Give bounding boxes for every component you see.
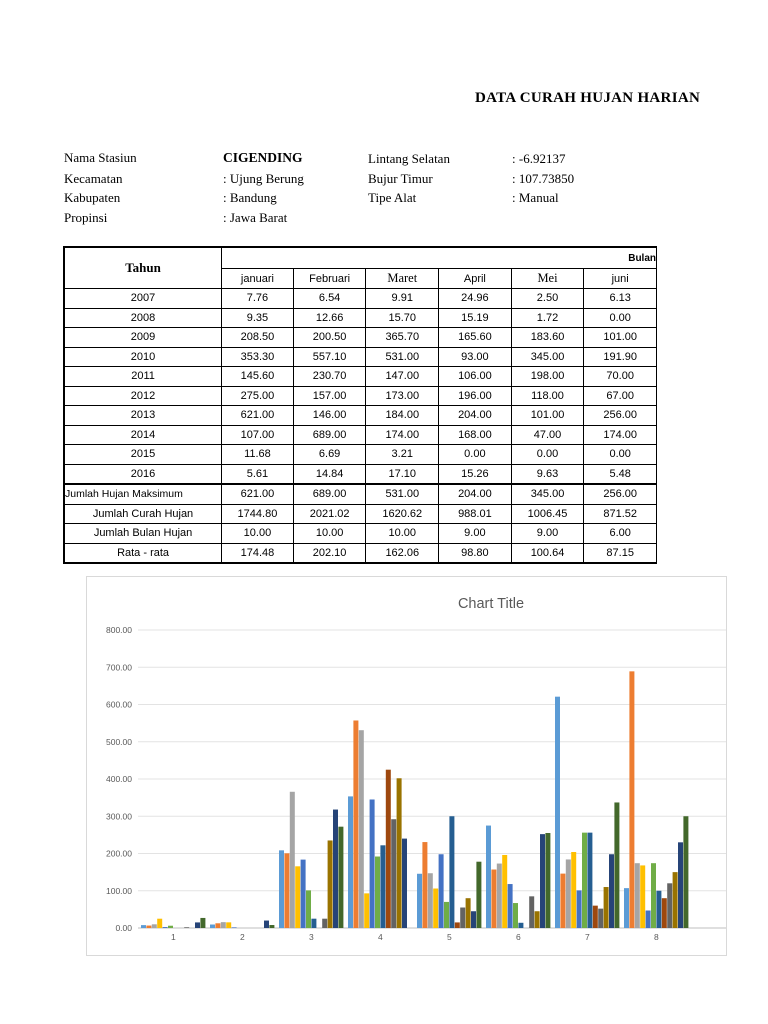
cell-value[interactable]: 101.00 — [584, 328, 657, 348]
cell-value[interactable]: 157.00 — [293, 386, 366, 406]
rainfall-chart[interactable] — [86, 576, 686, 956]
bar-Februari — [491, 870, 496, 928]
bar-oktober — [466, 898, 471, 928]
y-tick-label: 300.00 — [106, 811, 132, 822]
bar-november — [678, 842, 683, 928]
summary-value[interactable]: 345.00 — [511, 484, 584, 504]
bar-september — [667, 883, 672, 928]
x-tick-label: 2 — [240, 932, 245, 942]
table-row — [64, 464, 657, 484]
table-row — [64, 328, 657, 348]
table-row — [64, 386, 657, 406]
bar-september — [460, 908, 465, 928]
cell-value[interactable]: 5.61 — [222, 464, 294, 484]
nama-stasiun-value: CIGENDING — [223, 150, 303, 165]
cell-value[interactable]: 9.35 — [222, 308, 294, 328]
cell-value[interactable]: 9.63 — [511, 464, 584, 484]
bar-desember — [200, 918, 205, 928]
bar-April — [364, 893, 369, 928]
summary-value[interactable]: 10.00 — [222, 524, 294, 544]
cell-value[interactable]: 9.91 — [366, 289, 439, 309]
nama-stasiun-label: Nama Stasiun — [64, 150, 137, 165]
cell-value[interactable]: 147.00 — [366, 367, 439, 387]
cell-value[interactable]: 17.10 — [366, 464, 439, 484]
cell-value[interactable]: 118.00 — [511, 386, 584, 406]
cell-year[interactable]: 2011 — [64, 367, 222, 387]
summary-value[interactable]: 689.00 — [293, 484, 366, 504]
bar-november — [471, 911, 476, 928]
x-tick-label: 8 — [654, 932, 659, 942]
cell-value[interactable]: 1.72 — [511, 308, 584, 328]
bar-Mei — [370, 799, 375, 928]
tipe-alat-value: : Manual — [512, 190, 559, 205]
bujur-label: Bujur Timur — [368, 171, 433, 186]
table-summary — [64, 484, 657, 563]
cell-value[interactable]: 70.00 — [584, 367, 657, 387]
cell-value[interactable]: 3.21 — [366, 445, 439, 465]
bar-Februari — [629, 671, 634, 928]
cell-year[interactable]: 2007 — [64, 289, 222, 309]
summary-value[interactable]: 1620.62 — [366, 504, 439, 524]
cell-value[interactable]: 12.66 — [293, 308, 366, 328]
x-tick-label: 6 — [516, 932, 521, 942]
cell-value[interactable]: 0.00 — [584, 308, 657, 328]
cell-value[interactable]: 621.00 — [222, 406, 294, 426]
document-title: DATA CURAH HUJAN HARIAN — [475, 90, 701, 106]
cell-value[interactable]: 173.00 — [366, 386, 439, 406]
cell-value[interactable]: 345.00 — [511, 347, 584, 367]
summary-value[interactable]: 202.10 — [293, 543, 366, 563]
bar-september — [598, 909, 603, 928]
bar-Mei — [232, 927, 237, 928]
x-tick-label: 3 — [309, 932, 314, 942]
bar-Mei — [577, 890, 582, 928]
bar-januari — [624, 888, 629, 928]
cell-value[interactable]: 7.76 — [222, 289, 294, 309]
bar-juni — [306, 890, 311, 928]
summary-value[interactable]: 6.00 — [584, 524, 657, 544]
summary-value[interactable]: 2021.02 — [293, 504, 366, 524]
cell-value[interactable]: 2.50 — [511, 289, 584, 309]
bar-Mei — [646, 910, 651, 928]
bar-desember — [614, 802, 619, 928]
bar-november — [609, 854, 614, 928]
cell-value[interactable]: 191.90 — [584, 347, 657, 367]
bar-november — [540, 834, 545, 928]
cell-value[interactable]: 15.70 — [366, 308, 439, 328]
chart-title: Chart Title — [457, 596, 525, 612]
table-row — [64, 406, 657, 426]
cell-value[interactable]: 531.00 — [366, 347, 439, 367]
propinsi-label: Propinsi — [64, 210, 108, 225]
cell-value[interactable]: 353.30 — [222, 347, 294, 367]
bar-januari — [555, 697, 560, 928]
cell-value[interactable]: 0.00 — [439, 445, 512, 465]
cell-value[interactable]: 146.00 — [293, 406, 366, 426]
cell-year[interactable]: 2009 — [64, 328, 222, 348]
cell-value[interactable]: 6.69 — [293, 445, 366, 465]
cell-value[interactable]: 168.00 — [439, 425, 512, 445]
bar-agustus — [593, 906, 598, 928]
cell-value[interactable]: 145.60 — [222, 367, 294, 387]
bar-April — [226, 922, 231, 928]
bujur-value: : 107.73850 — [512, 171, 575, 186]
summary-value[interactable]: 9.00 — [439, 524, 512, 544]
lintang-value: : -6.92137 — [512, 151, 566, 166]
summary-value[interactable]: 10.00 — [293, 524, 366, 544]
bar-Mei — [163, 927, 168, 928]
bar-agustus — [386, 770, 391, 928]
bar-Maret — [428, 873, 433, 928]
cell-value[interactable]: 208.50 — [222, 328, 294, 348]
summary-row — [64, 543, 657, 563]
cell-value[interactable]: 67.00 — [584, 386, 657, 406]
x-tick-label: 4 — [378, 932, 383, 942]
bar-desember — [269, 925, 274, 928]
table-row — [64, 347, 657, 367]
bar-september — [184, 927, 189, 928]
y-tick-label: 0.00 — [115, 923, 132, 933]
bar-Maret — [635, 863, 640, 928]
summary-label[interactable]: Jumlah Hujan Maksimum — [64, 484, 222, 504]
cell-year[interactable]: 2008 — [64, 308, 222, 328]
cell-value[interactable]: 5.48 — [584, 464, 657, 484]
table-row — [64, 308, 657, 328]
bar-Maret — [290, 792, 295, 928]
cell-value[interactable]: 200.50 — [293, 328, 366, 348]
bar-juni — [444, 902, 449, 928]
cell-value[interactable]: 165.60 — [439, 328, 512, 348]
y-tick-label: 400.00 — [106, 774, 132, 784]
summary-value[interactable]: 174.48 — [222, 543, 294, 563]
summary-row — [64, 484, 657, 504]
cell-value[interactable]: 15.26 — [439, 464, 512, 484]
summary-label[interactable]: Jumlah Curah Hujan — [64, 504, 222, 524]
y-tick-label: 500.00 — [106, 736, 132, 747]
cell-value[interactable]: 256.00 — [584, 406, 657, 426]
cell-year[interactable]: 2014 — [64, 425, 222, 445]
cell-value[interactable]: 196.00 — [439, 386, 512, 406]
table-row — [64, 445, 657, 465]
y-tick-label: 200.00 — [106, 848, 132, 859]
header-month: Februari — [293, 269, 366, 289]
summary-value[interactable]: 10.00 — [366, 524, 439, 544]
summary-label[interactable]: Jumlah Bulan Hujan — [64, 524, 222, 544]
bar-April — [571, 852, 576, 928]
bar-juli — [656, 891, 661, 928]
cell-value[interactable]: 689.00 — [293, 425, 366, 445]
bar-oktober — [397, 778, 402, 928]
cell-value[interactable]: 557.10 — [293, 347, 366, 367]
cell-value[interactable]: 107.00 — [222, 425, 294, 445]
cell-value[interactable]: 183.60 — [511, 328, 584, 348]
bar-agustus — [455, 922, 460, 928]
cell-value[interactable]: 106.00 — [439, 367, 512, 387]
bar-juli — [380, 845, 385, 928]
bar-Mei — [301, 860, 306, 928]
tipe-alat-label: Tipe Alat — [368, 190, 417, 205]
cell-year[interactable]: 2015 — [64, 445, 222, 465]
bar-desember — [683, 816, 688, 928]
cell-value[interactable]: 230.70 — [293, 367, 366, 387]
bar-Februari — [146, 926, 151, 928]
bar-Mei — [508, 884, 513, 928]
header-month: januari — [222, 269, 294, 289]
bar-juni — [375, 857, 380, 928]
bar-september — [391, 819, 396, 928]
cell-year[interactable]: 2012 — [64, 386, 222, 406]
summary-value[interactable]: 100.64 — [511, 543, 584, 563]
summary-value[interactable]: 871.52 — [584, 504, 657, 524]
bar-juni — [651, 863, 656, 928]
bar-januari — [417, 874, 422, 928]
bar-April — [157, 919, 162, 928]
bar-oktober — [328, 840, 333, 928]
cell-value[interactable]: 174.00 — [366, 425, 439, 445]
x-tick-label: 7 — [585, 932, 590, 942]
bar-Februari — [422, 842, 427, 928]
cell-value[interactable]: 101.00 — [511, 406, 584, 426]
kecamatan-value: : Ujung Berung — [223, 171, 304, 186]
cell-value[interactable]: 47.00 — [511, 425, 584, 445]
bar-April — [433, 889, 438, 928]
y-tick-label: 700.00 — [106, 662, 132, 673]
bar-Februari — [215, 923, 220, 928]
bar-Mei — [439, 854, 444, 928]
bar-juni — [168, 926, 173, 928]
summary-value[interactable]: 531.00 — [366, 484, 439, 504]
cell-year[interactable]: 2010 — [64, 347, 222, 367]
header-month: April — [439, 269, 512, 289]
bar-juni — [513, 903, 518, 928]
y-tick-label: 800.00 — [106, 625, 132, 635]
cell-value[interactable]: 93.00 — [439, 347, 512, 367]
bar-juli — [311, 919, 316, 928]
bar-januari — [141, 925, 146, 928]
cell-value[interactable]: 15.19 — [439, 308, 512, 328]
lintang-label: Lintang Selatan — [368, 151, 450, 166]
bar-Maret — [152, 924, 157, 928]
summary-value[interactable]: 1744.80 — [222, 504, 294, 524]
summary-value[interactable]: 98.80 — [439, 543, 512, 563]
cell-value[interactable]: 11.68 — [222, 445, 294, 465]
table-row — [64, 289, 657, 309]
y-tick-label: 600.00 — [106, 699, 132, 710]
cell-value[interactable]: 184.00 — [366, 406, 439, 426]
bar-desember — [338, 827, 343, 928]
bar-september — [322, 919, 327, 928]
summary-value[interactable]: 1006.45 — [511, 504, 584, 524]
bar-januari — [210, 925, 215, 928]
header-bulan: Bulan — [222, 247, 657, 269]
cell-year[interactable]: 2016 — [64, 464, 222, 484]
summary-label[interactable]: Rata - rata — [64, 543, 222, 563]
cell-value[interactable]: 14.84 — [293, 464, 366, 484]
bar-April — [640, 865, 645, 928]
bar-Februari — [284, 853, 289, 928]
cell-value[interactable]: 365.70 — [366, 328, 439, 348]
summary-value[interactable]: 162.06 — [366, 543, 439, 563]
bar-Maret — [497, 864, 502, 928]
summary-value[interactable]: 87.15 — [584, 543, 657, 563]
bar-April — [295, 866, 300, 928]
cell-value[interactable]: 204.00 — [439, 406, 512, 426]
table-body — [64, 289, 657, 485]
header-month: juni — [584, 269, 657, 289]
cell-value[interactable]: 198.00 — [511, 367, 584, 387]
bar-Maret — [359, 730, 364, 928]
bar-desember — [545, 833, 550, 928]
cell-year[interactable]: 2013 — [64, 406, 222, 426]
table-row — [64, 425, 657, 445]
bar-januari — [279, 850, 284, 928]
cell-value[interactable]: 174.00 — [584, 425, 657, 445]
bar-agustus — [662, 898, 667, 928]
cell-value[interactable]: 6.54 — [293, 289, 366, 309]
bar-Februari — [353, 720, 358, 928]
bar-Februari — [560, 874, 565, 928]
bar-juli — [587, 833, 592, 928]
kabupaten-label: Kabupaten — [64, 190, 121, 205]
bar-januari — [486, 826, 491, 928]
y-tick-label: 100.00 — [106, 885, 132, 896]
cell-value[interactable]: 0.00 — [584, 445, 657, 465]
bar-oktober — [535, 911, 540, 928]
header-tahun: Tahun — [64, 247, 222, 289]
summary-row — [64, 504, 657, 524]
bar-januari — [348, 796, 353, 928]
chart-svg — [86, 576, 686, 956]
bar-oktober — [604, 887, 609, 928]
cell-value[interactable]: 6.13 — [584, 289, 657, 309]
summary-value[interactable]: 256.00 — [584, 484, 657, 504]
bar-April — [502, 855, 507, 928]
summary-value[interactable]: 988.01 — [439, 504, 512, 524]
x-tick-label: 1 — [171, 932, 176, 942]
cell-value[interactable]: 24.96 — [439, 289, 512, 309]
bar-Maret — [221, 922, 226, 928]
kecamatan-label: Kecamatan — [64, 171, 123, 186]
bar-oktober — [673, 872, 678, 928]
kabupaten-value: : Bandung — [223, 190, 277, 205]
bar-Maret — [566, 859, 571, 928]
bar-juni — [582, 833, 587, 928]
cell-value[interactable]: 275.00 — [222, 386, 294, 406]
summary-value[interactable]: 204.00 — [439, 484, 512, 504]
bar-september — [529, 896, 534, 928]
summary-value[interactable]: 9.00 — [511, 524, 584, 544]
cell-value[interactable]: 0.00 — [511, 445, 584, 465]
bar-november — [264, 921, 269, 928]
x-tick-label: 5 — [447, 932, 452, 942]
table-row — [64, 367, 657, 387]
bar-november — [402, 839, 407, 928]
header-month: Mei — [511, 269, 584, 289]
rainfall-table — [63, 246, 657, 564]
bar-november — [333, 810, 338, 928]
summary-row — [64, 524, 657, 544]
bar-juli — [449, 816, 454, 928]
bar-november — [195, 922, 200, 928]
bar-desember — [476, 862, 481, 928]
header-month: Maret — [366, 269, 439, 289]
bar-juli — [518, 923, 523, 928]
summary-value[interactable]: 621.00 — [222, 484, 294, 504]
propinsi-value: : Jawa Barat — [223, 210, 288, 225]
